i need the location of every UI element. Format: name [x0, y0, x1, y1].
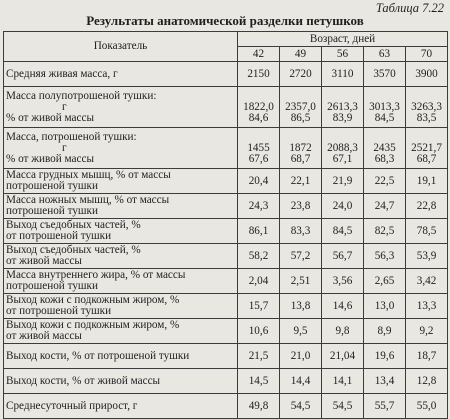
row-label — [4, 369, 238, 394]
value: 2357,0 — [285, 100, 316, 113]
row-label-line: от живой массы — [6, 255, 82, 267]
table-row — [4, 194, 448, 219]
value: 55,0 — [416, 399, 437, 412]
value: 3013,3 — [369, 100, 400, 113]
value-cell — [364, 194, 406, 219]
value: 84,5 — [332, 224, 353, 237]
value: 82,5 — [374, 224, 395, 237]
row-label-line: % от живой массы — [6, 152, 94, 165]
row-label — [4, 219, 238, 244]
value: 58,2 — [248, 249, 269, 262]
value: 22,1 — [290, 174, 311, 187]
table-row — [4, 244, 448, 269]
row-label-line: потрошеной тушки — [6, 180, 98, 192]
row-label-line: Выход кожи с подкожным жиром, % — [6, 319, 180, 331]
value-cell — [280, 369, 322, 394]
table-row — [4, 87, 448, 128]
value: 12,8 — [416, 374, 437, 387]
value: 53,9 — [416, 249, 437, 262]
row-label — [4, 62, 238, 87]
header-age: 56 — [322, 47, 364, 62]
header-age: 70 — [406, 47, 448, 62]
value: 18,7 — [416, 349, 437, 362]
value-cell — [238, 194, 280, 219]
value: 1822,0 — [243, 100, 274, 113]
value: 3900 — [415, 67, 438, 80]
value: 15,7 — [248, 299, 269, 312]
value: 22,5 — [374, 174, 395, 187]
table-row — [4, 219, 448, 244]
value: 67,6 — [248, 152, 269, 165]
value-cell — [322, 319, 364, 344]
value-cell — [364, 128, 406, 169]
value: 2,04 — [248, 274, 269, 287]
value: 13,4 — [374, 374, 395, 387]
value-cell — [280, 87, 322, 128]
value-cell — [280, 344, 322, 369]
value-cell — [238, 344, 280, 369]
row-label — [4, 394, 238, 419]
value: 10,6 — [248, 324, 269, 337]
value-cell — [322, 219, 364, 244]
row-label-line: Выход съедобных частей, % — [6, 244, 141, 256]
value: 1872 — [289, 141, 312, 154]
value-cell — [364, 87, 406, 128]
value: 3263,3 — [411, 100, 442, 113]
value-cell — [238, 62, 280, 87]
value: 2,51 — [290, 274, 311, 287]
value-cell — [406, 269, 448, 294]
value: 22,8 — [416, 199, 437, 212]
row-label — [4, 169, 238, 194]
header-age-group: Возраст, дней — [238, 32, 448, 47]
value-cell — [280, 62, 322, 87]
value-cell — [322, 269, 364, 294]
value-cell — [238, 169, 280, 194]
table-row — [4, 319, 448, 344]
value-cell — [364, 269, 406, 294]
value: 13,3 — [416, 299, 437, 312]
value: 84,6 — [248, 111, 269, 124]
value: 2150 — [247, 67, 270, 80]
value-cell — [364, 294, 406, 319]
row-label-line: от живой массы — [6, 330, 82, 342]
row-label-line: Масса, потрошеной тушки: — [6, 130, 137, 143]
row-label-line: от потрошеной тушки — [6, 305, 112, 317]
row-label — [4, 244, 238, 269]
row-label-line: Выход кости, % от потрошеной тушки — [6, 349, 190, 362]
value-cell — [280, 219, 322, 244]
value-cell — [406, 344, 448, 369]
value-cell — [364, 369, 406, 394]
row-label-line: г — [62, 141, 67, 154]
row-label-line: Масса грудных мышц, % от массы — [6, 169, 171, 181]
value-cell — [238, 87, 280, 128]
value: 83,3 — [290, 224, 311, 237]
value: 3110 — [331, 67, 354, 80]
row-label — [4, 87, 238, 128]
value-cell — [364, 319, 406, 344]
value: 83,5 — [416, 111, 437, 124]
value: 24,0 — [332, 199, 353, 212]
row-label — [4, 319, 238, 344]
table-row — [4, 369, 448, 394]
value: 2088,3 — [327, 141, 358, 154]
value-cell — [406, 169, 448, 194]
value: 67,1 — [332, 152, 353, 165]
value-cell — [364, 394, 406, 419]
value: 2,65 — [374, 274, 395, 287]
value-cell — [364, 62, 406, 87]
value-cell — [238, 369, 280, 394]
value-cell — [280, 244, 322, 269]
value: 14,4 — [290, 374, 311, 387]
value-cell — [406, 62, 448, 87]
value: 20,4 — [248, 174, 269, 187]
value-cell — [322, 369, 364, 394]
value: 9,8 — [335, 324, 350, 337]
value-cell — [238, 244, 280, 269]
value: 21,04 — [329, 349, 356, 362]
table-row — [4, 394, 448, 419]
value: 49,8 — [248, 399, 269, 412]
row-label-line: Выход съедобных частей, % — [6, 219, 141, 231]
value: 23,8 — [290, 199, 311, 212]
value-cell — [322, 169, 364, 194]
value: 56,7 — [332, 249, 353, 262]
value-cell — [238, 219, 280, 244]
row-label — [4, 128, 238, 169]
value: 14,5 — [248, 374, 269, 387]
value: 13,0 — [374, 299, 395, 312]
value-cell — [406, 319, 448, 344]
value-cell — [238, 128, 280, 169]
row-label-line: от потрошеной тушки — [6, 230, 112, 242]
value: 54,5 — [290, 399, 311, 412]
row-label-line: Средняя живая масса, г — [6, 67, 118, 80]
value-cell — [322, 394, 364, 419]
value: 2435 — [373, 141, 396, 154]
value: 83,9 — [332, 111, 353, 124]
row-label-line: % от живой массы — [6, 111, 94, 124]
table-row — [4, 169, 448, 194]
row-label-line: Среднесуточный прирост, г — [6, 399, 138, 412]
value-cell — [322, 294, 364, 319]
value-cell — [406, 219, 448, 244]
value-cell — [238, 294, 280, 319]
value-cell — [322, 244, 364, 269]
value-cell — [406, 294, 448, 319]
value-cell — [406, 87, 448, 128]
table-row — [4, 344, 448, 369]
value-cell — [280, 269, 322, 294]
header-indicator: Показатель — [4, 32, 238, 62]
value: 19,1 — [416, 174, 437, 187]
value: 3,42 — [416, 274, 437, 287]
table-row — [4, 128, 448, 169]
value: 86,1 — [248, 224, 269, 237]
table-number: Таблица 7.22 — [375, 1, 444, 15]
row-label-line: Масса ножных мышц, % от массы — [6, 194, 170, 206]
header-row — [4, 32, 448, 47]
value-cell — [406, 394, 448, 419]
row-label-line: потрошеной тушки — [6, 205, 98, 217]
row-label — [4, 344, 238, 369]
value-cell — [280, 319, 322, 344]
row-label-line: г — [62, 100, 67, 113]
row-label-line: Масса внутреннего жира, % от массы — [6, 269, 186, 281]
value: 9,5 — [293, 324, 308, 337]
value: 86,5 — [290, 111, 311, 124]
value: 21,5 — [248, 349, 269, 362]
value: 24,3 — [248, 199, 269, 212]
value: 68,3 — [374, 152, 395, 165]
value: 24,7 — [374, 199, 395, 212]
value-cell — [406, 244, 448, 269]
value-cell — [406, 194, 448, 219]
header-age: 49 — [280, 47, 322, 62]
value: 21,0 — [290, 349, 311, 362]
row-label — [4, 294, 238, 319]
value: 57,2 — [290, 249, 311, 262]
table-body — [4, 62, 448, 419]
value-cell — [238, 394, 280, 419]
value-cell — [364, 244, 406, 269]
value-cell — [280, 194, 322, 219]
row-label — [4, 269, 238, 294]
table-row — [4, 62, 448, 87]
value: 1455 — [247, 141, 270, 154]
value: 3,56 — [332, 274, 353, 287]
value: 55,7 — [374, 399, 395, 412]
value: 19,6 — [374, 349, 395, 362]
value: 2613,3 — [327, 100, 358, 113]
value: 13,8 — [290, 299, 311, 312]
value-cell — [238, 319, 280, 344]
value: 68,7 — [290, 152, 311, 165]
row-label-line: Масса полупотрошеной тушки: — [6, 89, 157, 102]
results-table — [3, 31, 448, 419]
value-cell — [364, 344, 406, 369]
value: 56,3 — [374, 249, 395, 262]
table-title: Результаты анатомической разделки петушков — [86, 13, 364, 28]
value: 3570 — [373, 67, 396, 80]
value-cell — [280, 128, 322, 169]
header-age: 63 — [364, 47, 406, 62]
value: 54,5 — [332, 399, 353, 412]
value: 21,9 — [332, 174, 353, 187]
value-cell — [280, 169, 322, 194]
value: 84,5 — [374, 111, 395, 124]
value: 78,5 — [416, 224, 437, 237]
row-label — [4, 194, 238, 219]
value-cell — [406, 369, 448, 394]
header-age: 42 — [238, 47, 280, 62]
value: 8,9 — [377, 324, 392, 337]
value: 14,6 — [332, 299, 353, 312]
value: 14,1 — [332, 374, 353, 387]
row-label-line: потрошеной тушки — [6, 280, 98, 292]
value: 68,7 — [416, 152, 437, 165]
value-cell — [322, 62, 364, 87]
value-cell — [322, 194, 364, 219]
table-row — [4, 294, 448, 319]
value-cell — [280, 394, 322, 419]
table-row — [4, 269, 448, 294]
value: 2521,7 — [411, 141, 442, 154]
value-cell — [322, 344, 364, 369]
row-label-line: Выход кожи с подкожным жиром, % — [6, 294, 180, 306]
value-cell — [364, 169, 406, 194]
value: 9,2 — [419, 324, 434, 337]
value-cell — [364, 219, 406, 244]
value: 2720 — [289, 67, 312, 80]
value-cell — [322, 128, 364, 169]
value-cell — [238, 269, 280, 294]
value-cell — [322, 87, 364, 128]
row-label-line: Выход кости, % от живой массы — [6, 374, 161, 387]
value-cell — [406, 128, 448, 169]
value-cell — [280, 294, 322, 319]
